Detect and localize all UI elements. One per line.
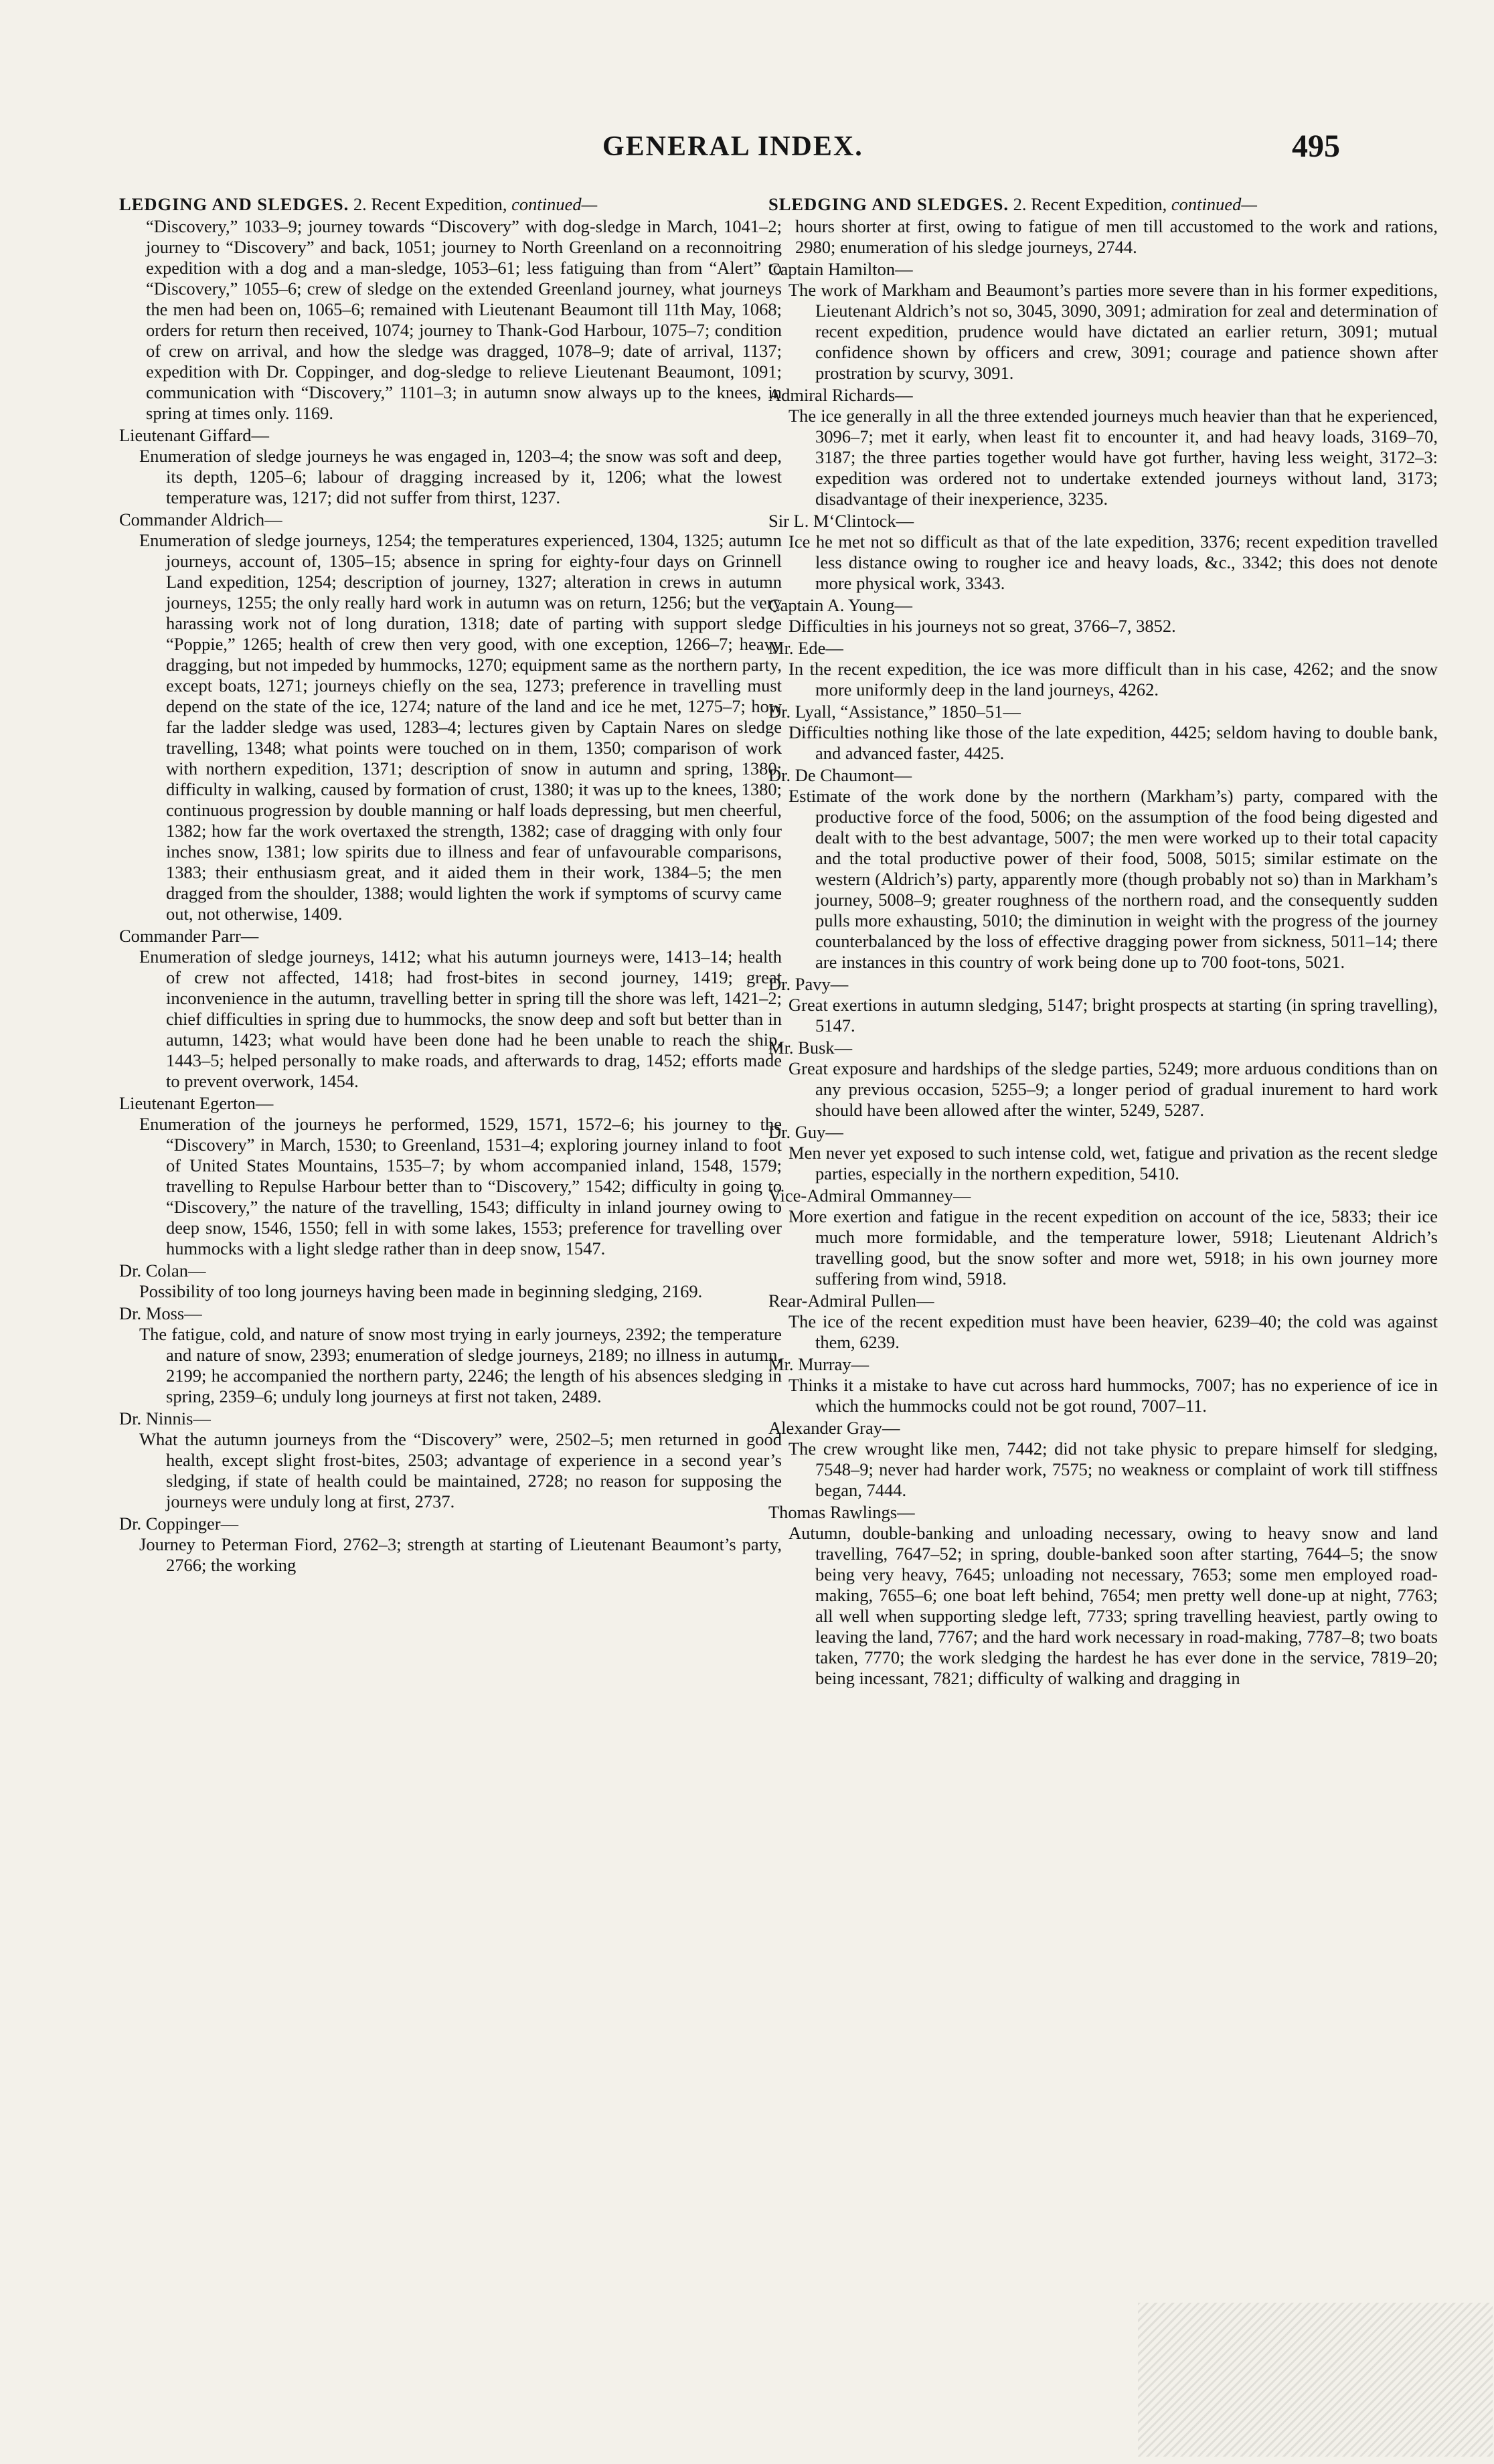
left-heading-rest: 2. Recent Expedition,: [349, 194, 512, 214]
witness-entry: Enumeration of the journeys he performed, 1529, 1571, 1572–6; his journey to the “Discovery” in March, 1530; to Greenland, 1531–4; exploring journey inland to foot of United States Mountains, 1535–7; by whom accompanied inland, 1548, 1579; travelling to Repulse Harbour better than to “Discovery,” 1542; difficulty in going to “Discovery,” the nature of the travelling, 1543; difficulty in inland journey owing to deep snow, 1546, 1550; fell in with some lakes, 1553; preference for travelling over hummocks with a light sledge rather than in deep snow, 1547.: [139, 1114, 782, 1258]
witness-entry: Estimate of the work done by the northern (Markham’s) party, compared with the productive force of the food, 5006; on the assumption of the food being digested and dealt with to the best advantage, 5007; the men were worked up to their total capacity and the total productive power of their food, 5008, 5015; similar estimate on the western (Aldrich’s) party, apparently more (though probably not so) than in Markham’s journey, 5008–9; greater roughness of the northern road, and the consequently sudden pulls more exhausting, 5010; the diminution in weight with the progress of the journey counterbalanced by the loss of effective dragging power from sickness, 5011–14; there are instances in this country of work being done up to 700 foot-tons, 5021.: [788, 786, 1438, 972]
left-heading-cont: continued—: [511, 194, 598, 214]
index-group: [768, 385, 1438, 509]
running-head: [0, 131, 1494, 171]
witness-entry: Enumeration of sledge journeys, 1412; what his autumn journeys were, 1413–14; health of crew not affected, 1418; had frost-bites in second journey, 1419; great inconvenience in the autumn, travelling better in spring till the shore was left, 1421–2; chief difficulties in spring due to hummocks, the snow deep and soft but better than in autumn, 1423; what would have been done had he been unable to reach the ship, 1443–5; helped personally to make roads, and afterwards to drag, 1452; efforts made to prevent overwork, 1454.: [139, 947, 782, 1091]
scan-noise: [1138, 2303, 1493, 2457]
witness-entry: What the autumn journeys from the “Discovery” were, 2502–5; men returned in good health, except slight frost-bites, 2503; advantage of experience in a second year’s sledging, if state of health could be maintained, 2728; no reason for supposing the journeys were unduly long at first, 2737.: [139, 1429, 782, 1511]
witness-name: Commander Aldrich—: [119, 509, 282, 529]
index-group: [768, 1291, 1438, 1353]
witness-name: Dr. Coppinger—: [119, 1513, 239, 1534]
witness-name: Dr. Pavy—: [768, 974, 849, 994]
witness-entry: The crew wrought like men, 7442; did not take physic to prepare himself for sledging, 7548–9; never had harder work, 7575; no weakness or complaint of work till stiffness began, 7444.: [788, 1439, 1438, 1500]
index-group: [768, 1185, 1438, 1289]
index-group: [768, 974, 1438, 1036]
index-group: [119, 926, 782, 1092]
witness-entry: Possibility of too long journeys having been made in beginning sledging, 2169.: [139, 1281, 703, 1301]
witness-entry: The fatigue, cold, and nature of snow most trying in early journeys, 2392; the temperature and nature of snow, 2393; enumeration of sledge journeys, 2189; no illness in autumn, 2199; he accompanied the northern party, 2246; the length of his absences sledging in spring, 2359–6; unduly long journeys at first not taken, 2489.: [139, 1324, 782, 1406]
witness-name: Dr. Ninnis—: [119, 1408, 211, 1428]
witness-entry: The work of Markham and Beaumont’s parties more severe than in his former expeditions, Lieutenant Aldrich’s not so, 3045, 3090, 3091; admiration for zeal and determination of recent expedition, prudence would have dictated an earlier return, 3091; mutual confidence shown by officers and crew, 3091; courage and patience shown after prostration by scurvy, 3091.: [788, 280, 1438, 383]
witness-name: Mr. Ede—: [768, 638, 843, 658]
right-lead-text: hours shorter at first, owing to fatigue of men till accustomed to the work and rations, 2980; enumeration of his sledge journeys, 2744.: [795, 216, 1438, 257]
left-column: [119, 194, 782, 1576]
index-group: [768, 702, 1438, 764]
witness-name: Alexander Gray—: [768, 1418, 900, 1438]
index-group: [119, 1513, 782, 1576]
witness-name: Dr. De Chaumont—: [768, 765, 912, 785]
page-title: GENERAL INDEX.: [602, 131, 863, 162]
index-group: [119, 1408, 782, 1512]
right-heading: [768, 194, 1438, 215]
witness-name: Vice-Admiral Ommanney—: [768, 1185, 971, 1206]
left-heading: [119, 194, 782, 215]
witness-entry: In the recent expedition, the ice was more difficult than in his case, 4262; and the snow more uniformly deep in the land journeys, 4262.: [788, 659, 1438, 700]
left-lead-text: “Discovery,” 1033–9; journey towards “Discovery” with dog-sledge in March, 1041–2; journey to “Discovery” and back, 1051; journey to North Greenland on a reconnoitring expedition with a dog and a man-sledge, 1053–61; less fatiguing than from “Alert” to “Discovery,” 1055–6; crew of sledge on the extended Greenland journey, what journeys the men had been on, 1065–6; remained with Lieutenant Beaumont till 11th May, 1068; orders for return then received, 1074; journey to Thank-God Harbour, 1075–7; condition of crew on arrival, and how the sledge was dragged, 1078–9; date of arrival, 1137; expedition with Dr. Coppinger, and dog-sledge to relieve Lieutenant Beaumont, 1091; communication with “Discovery,” 1101–3; in autumn snow always up to the knees, in spring at times only. 1169.: [146, 216, 782, 423]
right-heading-rest: 2. Recent Expedition,: [1008, 194, 1171, 214]
witness-name: Admiral Richards—: [768, 385, 913, 405]
witness-name: Thomas Rawlings—: [768, 1502, 915, 1522]
witness-name: Sir L. M‘Clintock—: [768, 511, 914, 531]
index-group: [768, 1418, 1438, 1501]
witness-entry: Thinks it a mistake to have cut across hard hummocks, 7007; has no experience of ice in which the hummocks could not be got round, 7007–11.: [788, 1375, 1438, 1416]
index-group: [119, 509, 782, 924]
witness-name: Mr. Busk—: [768, 1038, 853, 1058]
witness-name: Dr. Colan—: [119, 1260, 206, 1281]
witness-name: Lieutenant Egerton—: [119, 1093, 274, 1113]
witness-name: Dr. Lyall, “Assistance,” 1850–51—: [768, 702, 1021, 722]
index-group: [768, 1038, 1438, 1121]
index-group: [768, 259, 1438, 384]
witness-entry: Great exertions in autumn sledging, 5147; bright prospects at starting (in spring travelling), 5147.: [788, 995, 1438, 1036]
witness-name: Dr. Guy—: [768, 1122, 843, 1142]
witness-entry: The ice generally in all the three extended journeys much heavier than that he experienced, 3096–7; met it early, when least fit to encounter it, and had heavy loads, 3169–70, 3187; the three parties together would have got further, having less weight, 3172–3: expedition was ordered not to undertake extended journeys without land, 3173; disadvantage of their inexperience, 3235.: [788, 406, 1438, 509]
witness-entry: Great exposure and hardships of the sledge parties, 5249; more arduous conditions than on any previous occasion, 5255–9; a longer period of gradual inurement to hard work should have been allowed after the winter, 5249, 5287.: [788, 1058, 1438, 1120]
witness-entry: Men never yet exposed to such intense cold, wet, fatigue and privation as the recent sledge parties, especially in the northern expedition, 5410.: [788, 1143, 1438, 1183]
witness-entry: Journey to Peterman Fiord, 2762–3; strength at starting of Lieutenant Beaumont’s party, 2766; the working: [139, 1534, 782, 1575]
witness-entry: The ice of the recent expedition must have been heavier, 6239–40; the cold was against them, 6239.: [788, 1311, 1438, 1352]
witness-entry: Autumn, double-banking and unloading necessary, owing to heavy snow and land travelling, 7647–52; in spring, double-banked soon after starting, 7644–5; the snow being very heavy, 7645; unloading not necessary, 7653; some men employed road-making, 7655–6; one boat left behind, 7654; men pretty well done-up at night, 7763; all well when supporting sledge left, 7733; spring travelling heaviest, partly owing to leaving the land, 7767; and the hard work necessary in road-making, 7787–8; two boats taken, 7770; the work sledging the hardest he has ever done in the service, 7819–20; being incessant, 7821; difficulty of walking and dragging in: [788, 1523, 1438, 1688]
witness-name: Dr. Moss—: [119, 1303, 202, 1323]
index-group: [768, 595, 1438, 637]
index-group: [768, 1502, 1438, 1689]
index-group: [768, 1354, 1438, 1416]
witness-name: Captain A. Young—: [768, 595, 912, 615]
index-group: [768, 638, 1438, 700]
witness-entry: Enumeration of sledge journeys, 1254; the temperatures experienced, 1304, 1325; autumn journeys, account of, 1305–15; absence in spring for eighty-four days on Grinnell Land expedition, 1254; description of journey, 1327; alteration in crews in autumn journeys, 1255; the only really hard work in autumn was on return, 1256; but the very harassing work not of long duration, 1318; date of parting with support sledge “Poppie,” 1265; health of crew then very good, with one exception, 1266–7; heavy dragging, but not impeded by hummocks, 1270; equipment same as the northern party, except boats, 1271; journeys chiefly on the sea, 1273; preference in travelling must depend on the state of the ice, 1274; nature of the land and ice he met, 1275–7; how far the ladder sledge was used, 1283–4; lectures given by Captain Nares on sledge travelling, 1348; what points were touched on in them, 1350; comparison of work with northern expedition, 1371; description of snow in autumn and spring, 1380; difficulty in walking, caused by formation of crust, 1380; it was up to the knees, 1380; continuous progression by double manning or half loads depressing, but men cheerful, 1382; how far the work overtaxed the strength, 1382; case of dragging with only four inches snow, 1381; low spirits due to illness and fear of unfavourable comparisons, 1383; their enthusiasm great, and it aided them in their work, 1384–5; the men dragged from the shoulder, 1388; would lighten the work if symptoms of scurvy came out, not otherwise, 1409.: [139, 530, 782, 924]
index-group: [119, 1093, 782, 1259]
witness-name: Lieutenant Giffard—: [119, 425, 269, 445]
right-heading-word: SLEDGING AND SLEDGES.: [768, 194, 1009, 214]
witness-entry: Ice he met not so difficult as that of the late expedition, 3376; recent expedition travelled less distance owing to rougher ice and heavy loads, &c., 3342; this does not denote more physical work, 3343.: [788, 531, 1438, 593]
page-number: 495: [1292, 129, 1340, 164]
index-group: [119, 425, 782, 508]
index-group: [119, 1303, 782, 1407]
witness-entry: Difficulties nothing like those of the late expedition, 4425; seldom having to double bank, and advanced faster, 4425.: [788, 722, 1438, 763]
witness-entry: Enumeration of sledge journeys he was engaged in, 1203–4; the snow was soft and deep, its depth, 1205–6; labour of dragging increased by it, 1206; what the lowest temperature was, 1217; did not suffer from thirst, 1237.: [139, 446, 782, 507]
index-group: [119, 1260, 782, 1302]
witness-entry: More exertion and fatigue in the recent expedition on account of the ice, 5833; their ice much more formidable, and the temperature lower, 5918; Lieutenant Aldrich’s travelling good, but the snow softer and more wet, 5918; in his own journey more suffering from wind, 5918.: [788, 1206, 1438, 1289]
index-group: [768, 765, 1438, 973]
witness-name: Commander Parr—: [119, 926, 259, 946]
index-group: [768, 511, 1438, 594]
index-group: [768, 1122, 1438, 1184]
witness-name: Mr. Murray—: [768, 1354, 869, 1374]
right-column: [768, 194, 1438, 1689]
witness-entry: Difficulties in his journeys not so great, 3766–7, 3852.: [788, 616, 1176, 636]
witness-name: Rear-Admiral Pullen—: [768, 1291, 934, 1311]
right-heading-cont: continued—: [1171, 194, 1257, 214]
witness-name: Captain Hamilton—: [768, 259, 913, 279]
left-heading-word: LEDGING AND SLEDGES.: [119, 194, 349, 214]
